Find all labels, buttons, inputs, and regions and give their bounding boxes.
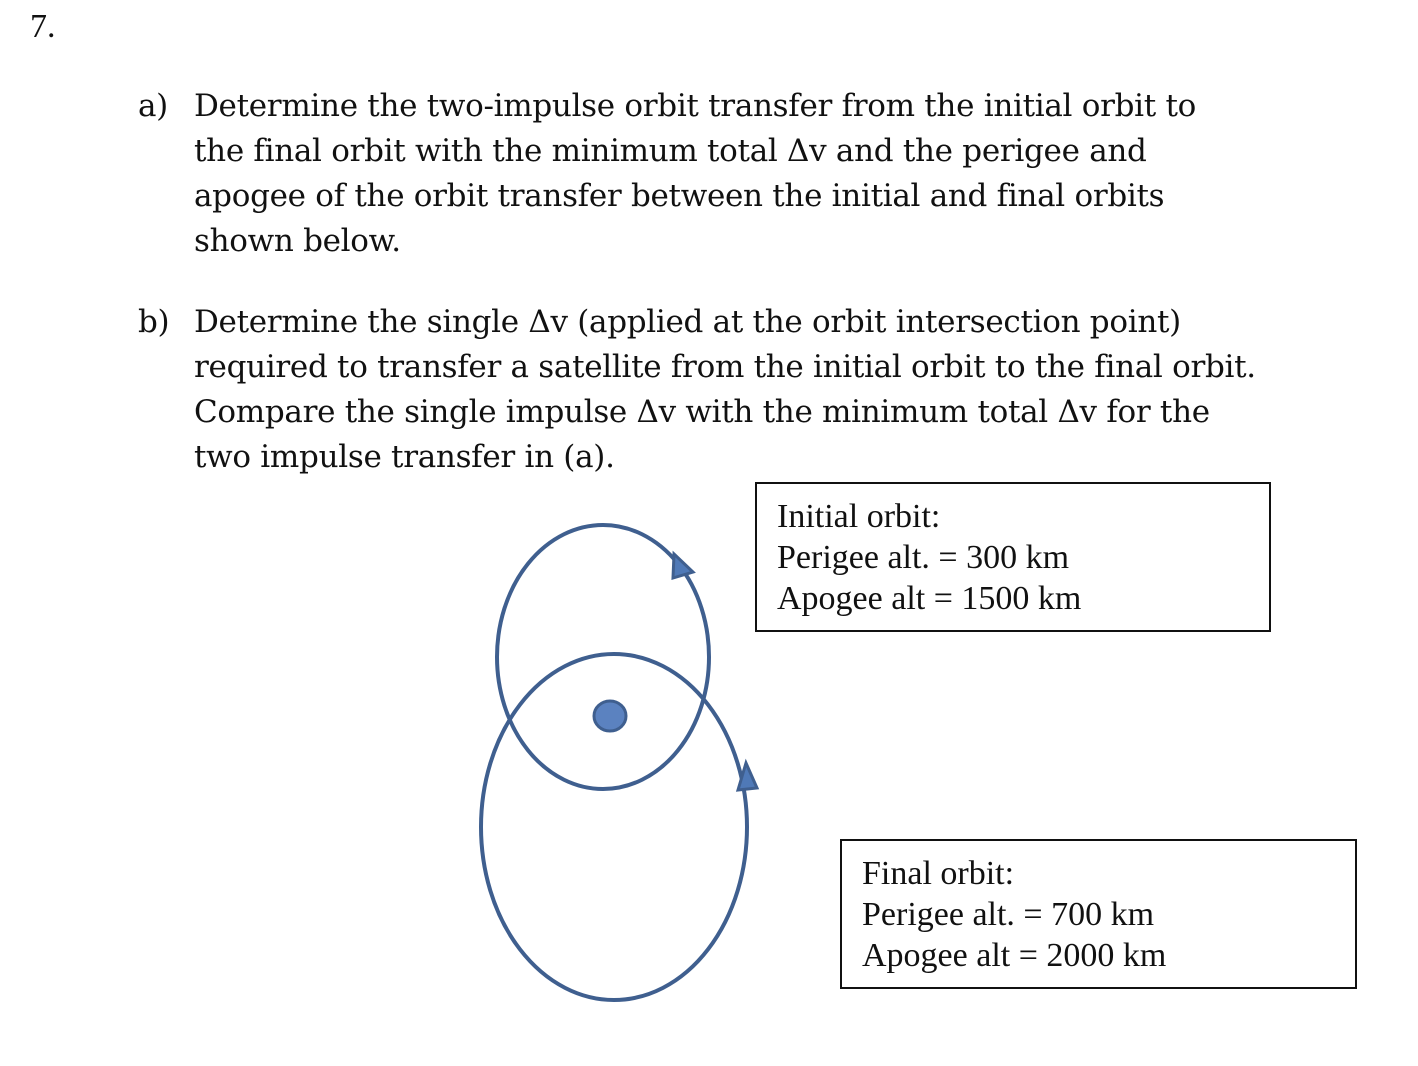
part-b-line: two impulse transfer in (a). [194,439,615,475]
initial-orbit-apogee: Apogee alt = 1500 km [777,580,1082,617]
part-a-line: Determine the two-impulse orbit transfer from the initial orbit to [194,88,1196,124]
part-a-line: apogee of the orbit transfer between the initial and final orbits [194,178,1165,214]
final-orbit-title: Final orbit: [862,855,1015,892]
initial-orbit-title: Initial orbit: [777,498,941,535]
part-a [138,84,1298,264]
part-a-line: the final orbit with the minimum total Δv and the perigee and [194,133,1147,169]
orbit-diagram [470,510,770,1010]
final-orbit-box [840,839,1357,989]
part-a-label: a) [138,88,168,124]
earth-marker [594,701,626,731]
initial-orbit-perigee: Perigee alt. = 300 km [777,539,1070,576]
final-orbit-arrow-icon [738,763,757,790]
part-a-line: shown below. [194,223,401,259]
initial-orbit-arrow-icon [673,554,693,578]
part-b-label: b) [138,304,170,340]
final-orbit-perigee: Perigee alt. = 700 km [862,896,1155,933]
final-orbit-apogee: Apogee alt = 2000 km [862,937,1167,974]
part-b-line: Determine the single Δv (applied at the orbit intersection point) [194,304,1181,340]
part-b [138,300,1298,480]
initial-orbit-box [755,482,1271,632]
part-b-line: required to transfer a satellite from the initial orbit to the final orbit. [194,349,1256,385]
part-b-line: Compare the single impulse Δv with the minimum total Δv for the [194,394,1210,430]
problem-number: 7. [30,8,56,45]
